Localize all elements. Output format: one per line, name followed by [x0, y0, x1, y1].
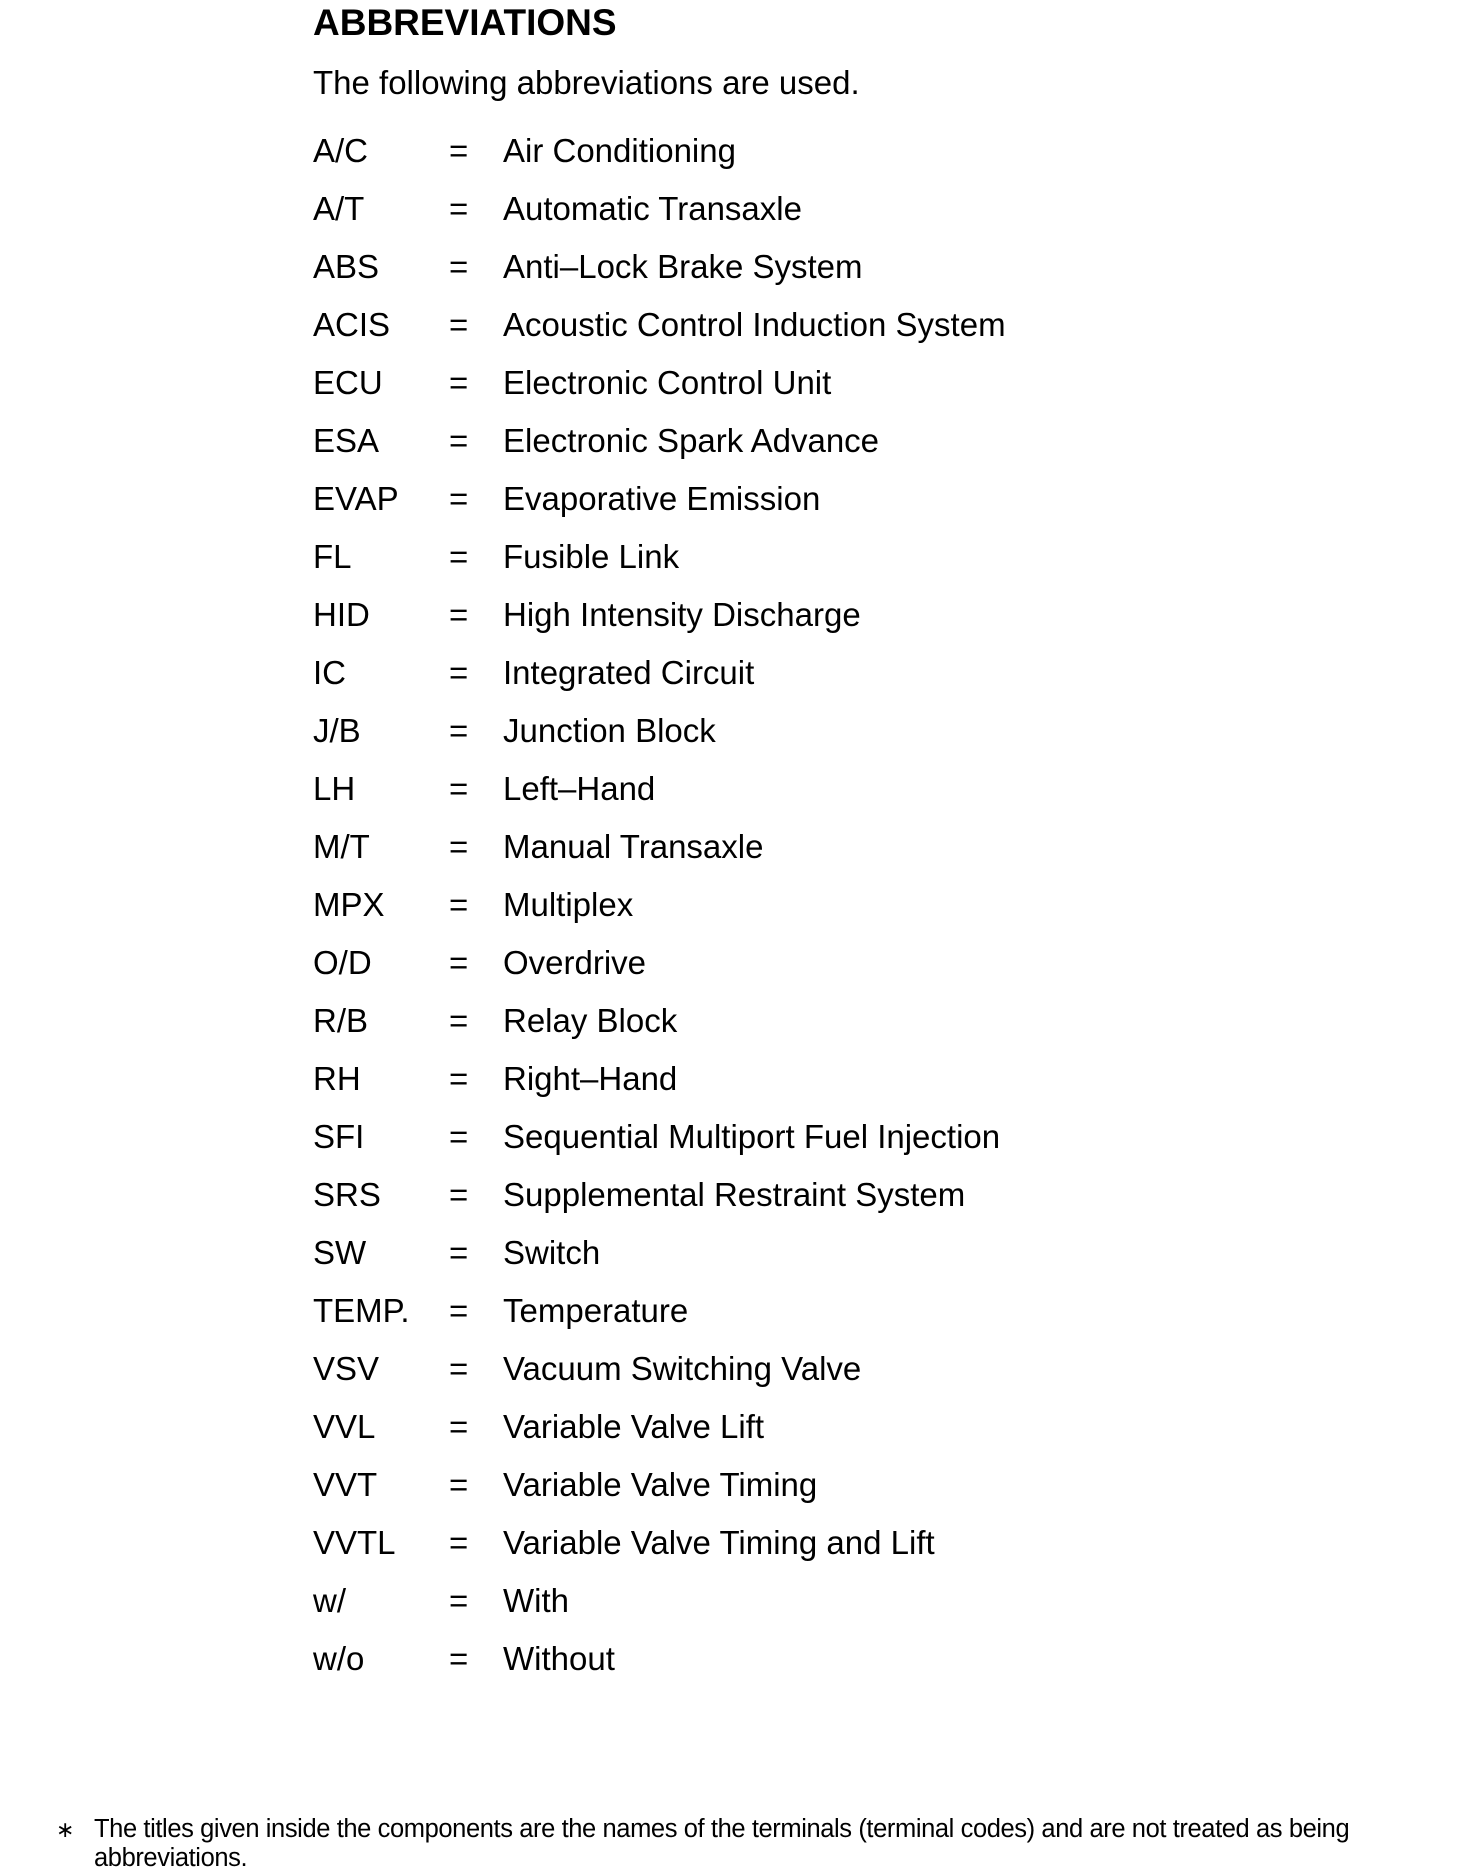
abbreviation-row: [313, 656, 1006, 714]
abbreviation-row: [313, 540, 1006, 598]
abbreviation-meaning: Electronic Spark Advance: [503, 422, 880, 459]
equals-sign: =: [449, 1524, 469, 1561]
abbreviation-row: [313, 308, 1006, 366]
abbreviation-code: M/T: [313, 828, 370, 865]
abbreviation-meaning: Relay Block: [503, 1002, 678, 1039]
abbreviation-row: [313, 1178, 1006, 1236]
abbreviation-row: [313, 1236, 1006, 1294]
footnote-text: The titles given inside the components are the names of the terminals (terminal codes) and are not treated as being abbreviations.: [94, 1815, 1350, 1872]
abbreviation-code: ECU: [313, 364, 383, 401]
abbreviation-row: [313, 714, 1006, 772]
abbreviation-row: [313, 772, 1006, 830]
equals-sign: =: [449, 828, 469, 865]
abbreviation-meaning: Variable Valve Timing and Lift: [503, 1524, 935, 1561]
equals-sign: =: [449, 712, 469, 749]
abbreviation-row: [313, 1062, 1006, 1120]
abbreviation-row: [313, 830, 1006, 888]
abbreviation-row: [313, 1468, 1006, 1526]
equals-sign: =: [449, 422, 469, 459]
equals-sign: =: [449, 1640, 469, 1677]
abbreviation-code: LH: [313, 770, 356, 807]
abbreviation-row: [313, 946, 1006, 1004]
abbreviation-meaning: Evaporative Emission: [503, 480, 821, 517]
abbreviation-meaning: With: [503, 1582, 569, 1619]
abbreviation-row: [313, 598, 1006, 656]
footnote-asterisk: ∗: [56, 1817, 75, 1842]
abbreviation-meaning: Temperature: [503, 1292, 689, 1329]
abbreviation-code: VVTL: [313, 1524, 396, 1561]
equals-sign: =: [449, 248, 469, 285]
abbreviation-code: O/D: [313, 944, 372, 981]
equals-sign: =: [449, 190, 469, 227]
abbreviation-code: SRS: [313, 1176, 381, 1213]
abbreviation-code: EVAP: [313, 480, 399, 517]
footnote: [56, 1815, 1436, 1873]
abbreviation-meaning: Junction Block: [503, 712, 716, 749]
abbreviation-meaning: Automatic Transaxle: [503, 190, 802, 227]
abbreviation-row: [313, 1410, 1006, 1468]
abbreviation-row: [313, 1004, 1006, 1062]
abbreviation-row: [313, 888, 1006, 946]
abbreviation-code: VVL: [313, 1408, 376, 1445]
equals-sign: =: [449, 480, 469, 517]
abbreviation-row: [313, 482, 1006, 540]
equals-sign: =: [449, 1466, 469, 1503]
abbreviation-row: [313, 1642, 1006, 1700]
abbreviation-code: MPX: [313, 886, 385, 923]
equals-sign: =: [449, 944, 469, 981]
abbreviation-code: A/T: [313, 190, 365, 227]
abbreviation-code: RH: [313, 1060, 361, 1097]
equals-sign: =: [449, 1002, 469, 1039]
equals-sign: =: [449, 1350, 469, 1387]
abbreviation-code: J/B: [313, 712, 361, 749]
abbreviation-code: TEMP.: [313, 1292, 410, 1329]
page-title: ABBREVIATIONS: [313, 2, 617, 43]
abbreviation-code: R/B: [313, 1002, 369, 1039]
equals-sign: =: [449, 886, 469, 923]
abbreviation-row: [313, 1120, 1006, 1178]
abbreviation-meaning: Overdrive: [503, 944, 647, 981]
abbreviation-code: w/: [313, 1582, 346, 1619]
abbreviation-meaning: Anti–Lock Brake System: [503, 248, 863, 285]
abbreviation-row: [313, 1526, 1006, 1584]
abbreviation-code: SW: [313, 1234, 367, 1271]
abbreviation-row: [313, 134, 1006, 192]
abbreviation-meaning: Fusible Link: [503, 538, 680, 575]
abbreviation-meaning: Sequential Multiport Fuel Injection: [503, 1118, 1001, 1155]
abbreviation-code: HID: [313, 596, 370, 633]
abbreviation-meaning: Left–Hand: [503, 770, 656, 807]
abbreviation-meaning: Integrated Circuit: [503, 654, 755, 691]
equals-sign: =: [449, 306, 469, 343]
abbreviation-meaning: Electronic Control Unit: [503, 364, 832, 401]
equals-sign: =: [449, 770, 469, 807]
abbreviation-meaning: Multiplex: [503, 886, 634, 923]
equals-sign: =: [449, 596, 469, 633]
abbreviation-code: VSV: [313, 1350, 380, 1387]
abbreviation-meaning: Vacuum Switching Valve: [503, 1350, 862, 1387]
abbreviation-meaning: Supplemental Restraint System: [503, 1176, 966, 1213]
abbreviation-code: ACIS: [313, 306, 391, 343]
equals-sign: =: [449, 1176, 469, 1213]
abbreviation-code: ABS: [313, 248, 380, 285]
abbreviation-code: ESA: [313, 422, 380, 459]
abbreviation-row: [313, 1584, 1006, 1642]
abbreviation-code: A/C: [313, 132, 369, 169]
equals-sign: =: [449, 1060, 469, 1097]
abbreviation-meaning: Variable Valve Lift: [503, 1408, 765, 1445]
abbreviation-row: [313, 250, 1006, 308]
equals-sign: =: [449, 1408, 469, 1445]
abbreviation-meaning: Without: [503, 1640, 615, 1677]
equals-sign: =: [449, 132, 469, 169]
abbreviation-meaning: Variable Valve Timing: [503, 1466, 818, 1503]
abbreviation-code: FL: [313, 538, 352, 575]
abbreviation-meaning: Manual Transaxle: [503, 828, 764, 865]
abbreviation-row: [313, 192, 1006, 250]
abbreviation-meaning: Right–Hand: [503, 1060, 678, 1097]
abbreviation-row: [313, 1352, 1006, 1410]
abbreviation-list: [313, 134, 1006, 1700]
abbreviation-meaning: Acoustic Control Induction System: [503, 306, 1006, 343]
equals-sign: =: [449, 1118, 469, 1155]
intro-text: The following abbreviations are used.: [313, 64, 860, 101]
abbreviation-meaning: Switch: [503, 1234, 601, 1271]
equals-sign: =: [449, 1292, 469, 1329]
abbreviation-row: [313, 424, 1006, 482]
abbreviation-row: [313, 1294, 1006, 1352]
abbreviation-meaning: High Intensity Discharge: [503, 596, 861, 633]
abbreviation-code: VVT: [313, 1466, 378, 1503]
abbreviation-code: w/o: [313, 1640, 365, 1677]
equals-sign: =: [449, 654, 469, 691]
equals-sign: =: [449, 364, 469, 401]
abbreviation-code: IC: [313, 654, 346, 691]
abbreviation-row: [313, 366, 1006, 424]
abbreviation-meaning: Air Conditioning: [503, 132, 736, 169]
equals-sign: =: [449, 1582, 469, 1619]
equals-sign: =: [449, 538, 469, 575]
abbreviation-code: SFI: [313, 1118, 365, 1155]
equals-sign: =: [449, 1234, 469, 1271]
